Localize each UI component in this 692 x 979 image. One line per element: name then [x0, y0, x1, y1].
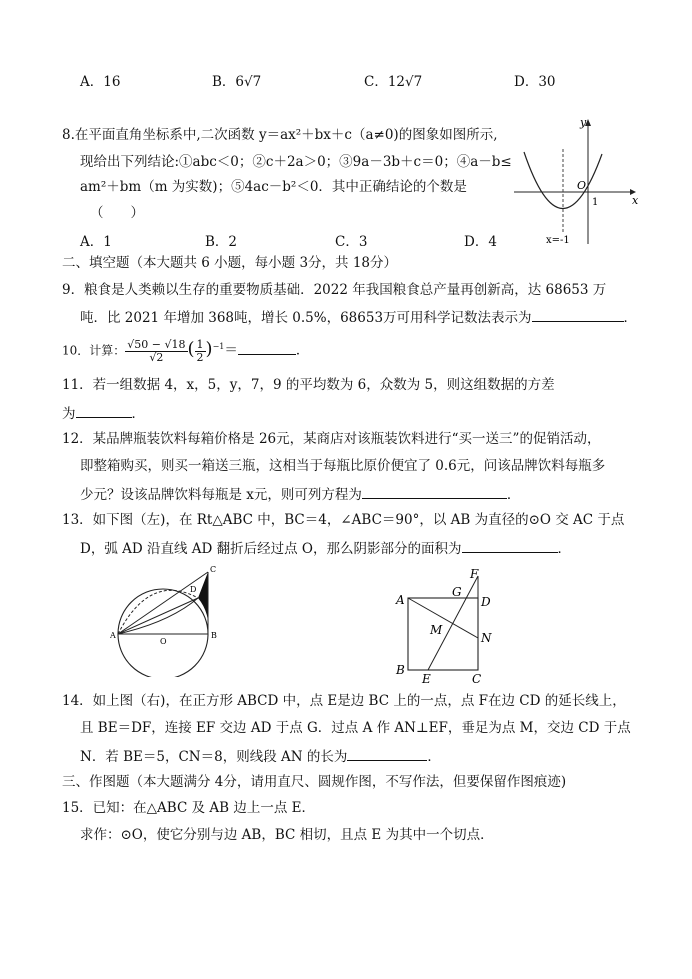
q8-option-a: A．1: [80, 234, 112, 250]
q14-line3: [80, 746, 441, 766]
q8-line1: 8.在平面直角坐标系中,二次函数 y＝ax²＋bx＋c（a≠0)的图象如图所示,: [62, 127, 498, 143]
original-arc: [118, 590, 198, 634]
point-c-label: C: [472, 672, 482, 684]
q12-end: ．: [506, 487, 521, 503]
point-f-label: F: [470, 567, 479, 581]
q11-text: 为: [62, 406, 76, 422]
q10-line: [62, 336, 309, 364]
point-d-label: D: [481, 595, 491, 609]
q13-line2: [80, 538, 571, 558]
origin-label: O: [577, 179, 587, 192]
point-a-label: A: [396, 593, 405, 607]
q7-option-d: D．30: [514, 74, 556, 90]
q13-answer-blank[interactable]: [462, 538, 558, 553]
q11-end: ．: [131, 406, 145, 422]
q12-line3: [80, 484, 520, 504]
q10-prefix: 10．计算：: [62, 343, 126, 358]
symmetry-line-label: x=-1: [546, 235, 570, 246]
point-c-label: C: [210, 565, 217, 574]
q12-line1: 12．某品牌瓶装饮料每箱价格是 26元，某商店对该瓶装饮料进行“买一送三”的促销活动，: [62, 431, 601, 447]
q9-text: 吨．比 2021 年增加 368吨，增长 0.5%，68653万可用科学记数法表示为: [80, 310, 532, 326]
q14-answer-blank[interactable]: [347, 746, 427, 761]
q9-end: ．: [623, 310, 638, 326]
q8-line2: 现给出下列结论:①abc＜0；②c＋2a＞0；③9a－3b＋c＝0；④a－b≤: [80, 154, 512, 170]
q10-numerator: √50 − √18: [127, 337, 186, 351]
section-3-heading: 三、作图题（本大题满分 4分，请用直尺、圆规作图，不写作法，但要保留作图痕迹): [62, 774, 567, 790]
q11-line2: [62, 403, 145, 423]
point-a-label: A: [110, 631, 116, 640]
q10-half-num: 1: [196, 337, 204, 351]
q10-half: [195, 339, 206, 364]
point-m-label: M: [430, 623, 443, 637]
q10-half-den: 2: [196, 350, 204, 364]
q12-line2: 即整箱购买，则买一箱送三瓶，这相当于每瓶比原价便宜了 0.6元，问该品牌饮料每瓶多: [80, 458, 606, 474]
q14-line2: 且 BE＝DF，连接 EF 交边 AD 于点 G．过点 A 作 AN⊥EF，垂足为点 M，交边 CD 于点: [80, 720, 631, 736]
q13-circle-figure: [110, 562, 235, 677]
q14-line1: 14．如上图（右)，在正方形 ABCD 中，点 E是边 BC 上的一点，点 F在边 CD 的延长线上，: [62, 693, 626, 709]
q12-text: 少元？设该品牌饮料每瓶是 x元，则可列方程为: [80, 487, 362, 503]
line-an: [408, 598, 478, 638]
q9-line2: [80, 307, 637, 327]
q10-paren-close: ): [205, 338, 213, 360]
q10-eq: ＝: [224, 342, 238, 359]
q14-square-figure: [390, 566, 500, 684]
point-n-label: N: [481, 631, 492, 645]
tick-1-label: 1: [592, 197, 599, 208]
q13-line1: 13．如下图（左)，在 Rt△ABC 中，BC＝4，∠ABC＝90°，以 AB 为直径的⊙O 交 AC 于点: [62, 512, 625, 528]
q15-line1: 15．已知：在△ABC 及 AB 边上一点 E．: [62, 800, 315, 816]
q8-option-d: D．4: [464, 234, 497, 250]
q7-option-a: A．16: [80, 74, 121, 90]
point-b-label: B: [211, 631, 217, 640]
x-axis-label: x: [632, 194, 639, 207]
y-axis-label: y: [580, 116, 587, 129]
q13-text: D，弧 AD 沿直线 AD 翻折后经过点 O，那么阴影部分的面积为: [80, 541, 462, 557]
q7-option-b: B．6√7: [212, 74, 262, 90]
line-ac: [118, 572, 208, 634]
q12-answer-blank[interactable]: [362, 484, 507, 499]
q9-line1: 9．粮食是人类赖以生存的重要物质基础．2022 年我国粮食总产量再创新高，达 68653 万: [62, 282, 607, 298]
q8-option-b: B．2: [205, 234, 238, 250]
point-g-label: G: [452, 585, 462, 599]
point-d-label: D: [190, 585, 197, 594]
q13-end: ．: [557, 541, 571, 557]
q9-answer-blank[interactable]: [532, 307, 624, 322]
q10-paren-open: (: [187, 338, 195, 360]
q11-answer-blank[interactable]: [76, 403, 132, 418]
square-abcd: [408, 598, 478, 670]
q11-line1: 11．若一组数据 4，x，5，y，7，9 的平均数为 6，众数为 5，则这组数据的方差: [62, 377, 555, 393]
q10-exponent: −1: [212, 342, 225, 351]
q8-line3: am²＋bm（m 为实数)；⑤4ac－b²＜0．其中正确结论的个数是: [80, 179, 467, 195]
point-o-label: O: [160, 637, 167, 646]
q14-text: N．若 BE＝5，CN＝8，则线段 AN 的长为: [80, 749, 348, 765]
q10-denominator: √2: [149, 350, 164, 364]
section-2-heading: 二、填空题（本大题共 6 小题，每小题 3分，共 18分）: [62, 255, 398, 271]
point-e-label: E: [422, 672, 431, 684]
q15-line2: 求作：⊙O，使它分别与边 AB，BC 相切，且点 E 为其中一个切点．: [80, 827, 494, 843]
q10-fraction: [125, 339, 187, 364]
q14-end: ．: [427, 749, 441, 765]
q10-answer-blank[interactable]: [238, 340, 296, 355]
parabola-graph: [510, 114, 640, 248]
q7-option-c: C．12√7: [364, 74, 423, 90]
point-b-label: B: [396, 663, 405, 677]
circle-o: [118, 589, 208, 677]
q10-end: ．: [295, 342, 310, 359]
q8-blank: （ ）: [90, 205, 144, 221]
q8-option-c: C．3: [335, 234, 368, 250]
